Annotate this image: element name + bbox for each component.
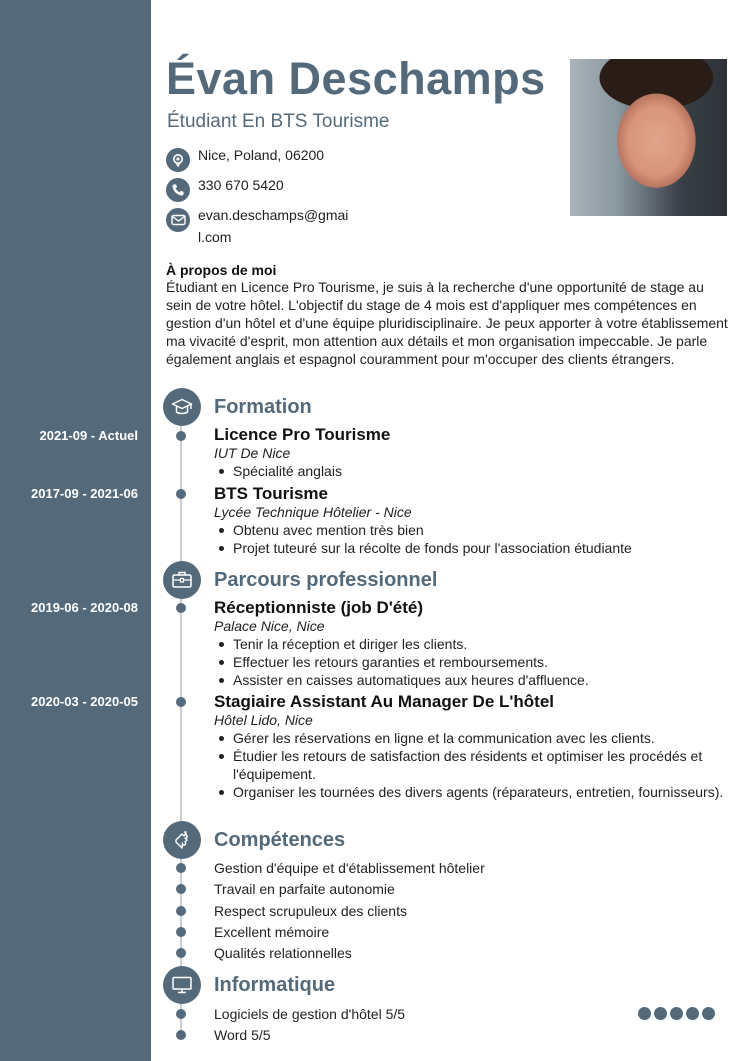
experience-entry bbox=[214, 598, 724, 689]
timeline-dot bbox=[176, 603, 186, 613]
bullet-item: Tenir la réception et diriger les clients. bbox=[214, 635, 724, 653]
timeline-dot bbox=[176, 884, 186, 894]
entry-organization: Hôtel Lido, Nice bbox=[214, 712, 313, 728]
entry-date: 2019-06 - 2020-08 bbox=[31, 600, 138, 615]
email-line-2: l.com bbox=[198, 229, 232, 245]
bullet-item: Projet tuteuré sur la récolte de fonds pour l'association étudiante bbox=[214, 539, 724, 557]
profile-photo bbox=[570, 59, 727, 216]
entry-title: Stagiaire Assistant Au Manager De L'hôtel bbox=[214, 692, 555, 711]
timeline-dot bbox=[176, 906, 186, 916]
entry-date: 2017-09 - 2021-06 bbox=[31, 486, 138, 501]
location-pin-icon bbox=[166, 148, 190, 172]
contact-email bbox=[166, 208, 376, 248]
it-skill-item: Logiciels de gestion d'hôtel 5/5 bbox=[214, 1006, 406, 1022]
entry-date: 2020-03 - 2020-05 bbox=[31, 694, 138, 709]
skill-item: Qualités relationnelles bbox=[214, 945, 352, 961]
it-skill-item: Word 5/5 bbox=[214, 1027, 271, 1043]
contact-address bbox=[166, 148, 376, 172]
phone-icon bbox=[166, 178, 190, 202]
skill-item: Travail en parfaite autonomie bbox=[214, 881, 395, 897]
phone-text: 330 670 5420 bbox=[198, 177, 284, 193]
formation-entry bbox=[214, 425, 724, 480]
email-line-1: evan.deschamps@gmai bbox=[198, 207, 349, 223]
rating-dot-filled bbox=[670, 1007, 683, 1020]
timeline-dot bbox=[176, 948, 186, 958]
bullet-item: Spécialité anglais bbox=[214, 462, 724, 480]
rating-dot-filled bbox=[654, 1007, 667, 1020]
about-text: Étudiant en Licence Pro Tourisme, je suis à la recherche d'une opportunité de stage au sein de votre hôtel. L'objectif du stage de 4 mois est d'appliquer mes compétences en gestion d'un hôtel et d'une équipe pluridisciplinaire. Je peux apporter à votre établissement ma vivacité d'esprit, mon attention aux détails et mon organisation impeccable. Je parle également anglais et espagnol couramment pour m'occuper des clients étrangers. bbox=[166, 279, 728, 367]
entry-title: Réceptionniste (job D'été) bbox=[214, 598, 424, 617]
bullet-item: Organiser les tournées des divers agents (réparateurs, entretien, fournisseurs). bbox=[214, 783, 724, 801]
entry-bullets bbox=[214, 635, 724, 689]
timeline-dot bbox=[176, 863, 186, 873]
contact-phone bbox=[166, 178, 376, 202]
entry-organization: Palace Nice, Nice bbox=[214, 618, 325, 634]
bullet-item: Effectuer les retours garanties et remboursements. bbox=[214, 653, 724, 671]
skill-item: Respect scrupuleux des clients bbox=[214, 903, 407, 919]
bullet-item: Obtenu avec mention très bien bbox=[214, 521, 724, 539]
graduation-cap-icon bbox=[163, 388, 201, 426]
rating-dot-filled bbox=[686, 1007, 699, 1020]
address-text: Nice, Poland, 06200 bbox=[198, 147, 325, 163]
experience-entry bbox=[214, 692, 724, 801]
email-text[interactable] bbox=[198, 204, 348, 248]
puzzle-icon bbox=[163, 821, 201, 859]
timeline-dot bbox=[176, 489, 186, 499]
candidate-name: Évan Deschamps bbox=[166, 53, 546, 104]
rating-dot-filled bbox=[702, 1007, 715, 1020]
entry-title: BTS Tourisme bbox=[214, 484, 328, 503]
monitor-icon bbox=[163, 966, 201, 1004]
timeline-dot bbox=[176, 1030, 186, 1040]
timeline-dot bbox=[176, 927, 186, 937]
entry-organization: Lycée Technique Hôtelier - Nice bbox=[214, 504, 412, 520]
formation-entry bbox=[214, 484, 724, 557]
bullet-item: Étudier les retours de satisfaction des résidents et optimiser les procédés et l'équipement. bbox=[214, 747, 724, 783]
entry-organization: IUT De Nice bbox=[214, 445, 291, 461]
entry-title: Licence Pro Tourisme bbox=[214, 425, 391, 444]
briefcase-icon bbox=[163, 561, 201, 599]
entry-bullets bbox=[214, 462, 724, 480]
entry-bullets bbox=[214, 729, 724, 801]
section-title-formation: Formation bbox=[214, 396, 312, 418]
skill-item: Excellent mémoire bbox=[214, 924, 330, 940]
bullet-item: Gérer les réservations en ligne et la communication avec les clients. bbox=[214, 729, 724, 747]
entry-date: 2021-09 - Actuel bbox=[39, 428, 138, 443]
section-title-experience: Parcours professionnel bbox=[214, 569, 438, 591]
bullet-item: Assister en caisses automatiques aux heures d'affluence. bbox=[214, 671, 724, 689]
envelope-icon bbox=[166, 208, 190, 232]
timeline-dot bbox=[176, 697, 186, 707]
candidate-title: Étudiant En BTS Tourisme bbox=[167, 111, 390, 132]
sidebar bbox=[0, 0, 151, 1061]
section-title-skills: Compétences bbox=[214, 829, 346, 851]
rating-dot-filled bbox=[638, 1007, 651, 1020]
skill-item: Gestion d'équipe et d'établissement hôtelier bbox=[214, 860, 485, 876]
timeline-dot bbox=[176, 1009, 186, 1019]
entry-bullets bbox=[214, 521, 724, 557]
about-heading: À propos de moi bbox=[166, 262, 277, 278]
timeline-line bbox=[180, 408, 182, 1034]
section-title-it: Informatique bbox=[214, 974, 336, 996]
skill-rating bbox=[638, 1007, 715, 1020]
timeline-dot bbox=[176, 431, 186, 441]
